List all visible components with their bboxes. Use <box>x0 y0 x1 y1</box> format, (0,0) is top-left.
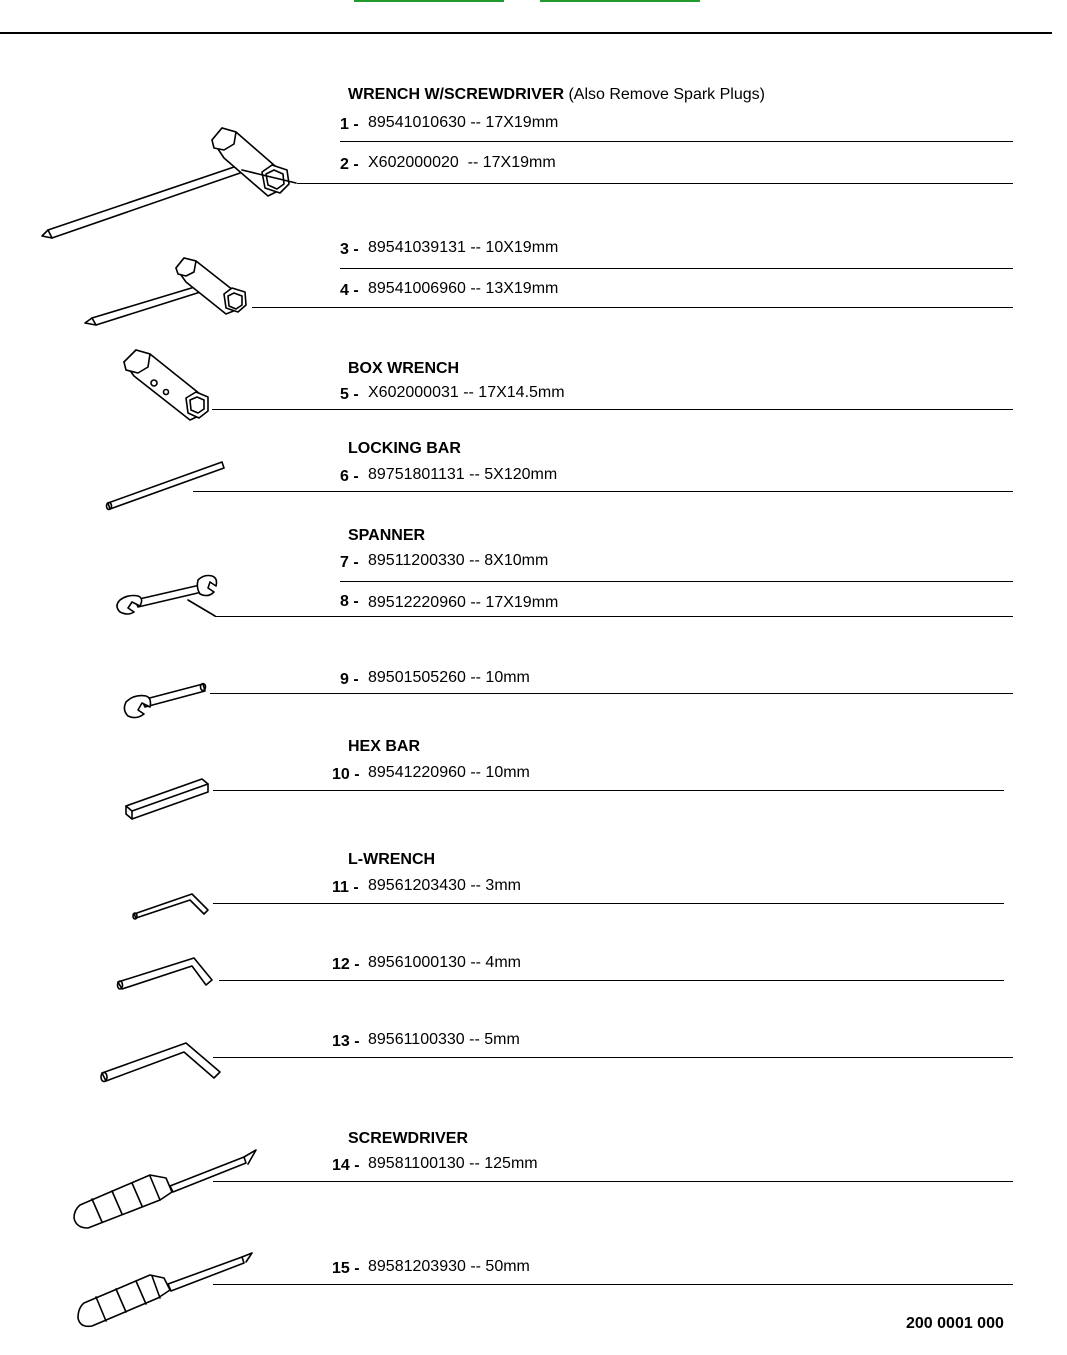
part-description: 89501505260 -- 10mm <box>368 669 530 686</box>
section-title-locking-bar: LOCKING BAR <box>348 440 461 457</box>
l-wrench-small-icon <box>133 894 208 919</box>
part-number: 7 - <box>340 554 359 571</box>
page-code: 200 0001 000 <box>906 1315 1004 1332</box>
t-wrench-small-icon <box>85 258 246 325</box>
part-number: 10 - <box>332 766 360 783</box>
part-description: 89512220960 -- 17X19mm <box>368 594 559 611</box>
part-number: 5 - <box>340 386 359 403</box>
part-description: 89541006960 -- 13X19mm <box>368 280 559 297</box>
part-description: 89561203430 -- 3mm <box>368 877 521 894</box>
part-number: 13 - <box>332 1033 360 1050</box>
part-number: 11 - <box>332 879 359 896</box>
part-description: 89541039131 -- 10X19mm <box>368 239 559 256</box>
part-description: X602000031 -- 17X14.5mm <box>368 384 565 401</box>
part-number: 9 - <box>340 671 359 688</box>
title-text: WRENCH W/SCREWDRIVER <box>348 86 564 103</box>
box-wrench-icon <box>124 350 208 420</box>
locking-bar-icon <box>107 462 225 510</box>
part-number: 1 - <box>340 116 359 133</box>
spanner-double-icon <box>117 576 217 617</box>
part-number: 8 - <box>340 593 359 610</box>
l-wrench-medium-icon <box>118 958 213 989</box>
part-number: 2 - <box>340 156 359 173</box>
screwdriver-phillips-icon <box>78 1253 252 1326</box>
part-description: 89581100130 -- 125mm <box>368 1155 538 1172</box>
title-note: (Also Remove Spark Plugs) <box>568 86 765 103</box>
t-wrench-large-icon <box>42 128 296 238</box>
section-title-screwdriver: SCREWDRIVER <box>348 1130 469 1147</box>
hex-bar-icon <box>126 779 208 819</box>
spanner-single-icon <box>124 684 205 718</box>
part-number: 14 - <box>332 1157 360 1174</box>
part-description: 89541010630 -- 17X19mm <box>368 114 559 131</box>
screwdriver-flat-icon <box>74 1150 256 1228</box>
part-description: X602000020 -- 17X19mm <box>368 154 556 171</box>
part-description: 89511200330 -- 8X10mm <box>368 552 549 569</box>
part-number: 6 - <box>340 468 359 485</box>
part-description: 89751801131 -- 5X120mm <box>368 466 558 483</box>
part-number: 3 - <box>340 241 359 258</box>
l-wrench-large-icon <box>101 1043 220 1082</box>
section-title-hex-bar: HEX BAR <box>348 738 421 755</box>
part-description: 89581203930 -- 50mm <box>368 1258 530 1275</box>
part-number: 4 - <box>340 282 359 299</box>
section-title-spanner: SPANNER <box>348 527 426 544</box>
part-description: 89561100330 -- 5mm <box>368 1031 520 1048</box>
part-number: 12 - <box>332 956 360 973</box>
section-title-box-wrench: BOX WRENCH <box>348 360 460 377</box>
part-description: 89541220960 -- 10mm <box>368 764 530 781</box>
section-title-l-wrench: L-WRENCH <box>348 851 436 868</box>
part-description: 89561000130 -- 4mm <box>368 954 521 971</box>
part-number: 15 - <box>332 1260 360 1277</box>
